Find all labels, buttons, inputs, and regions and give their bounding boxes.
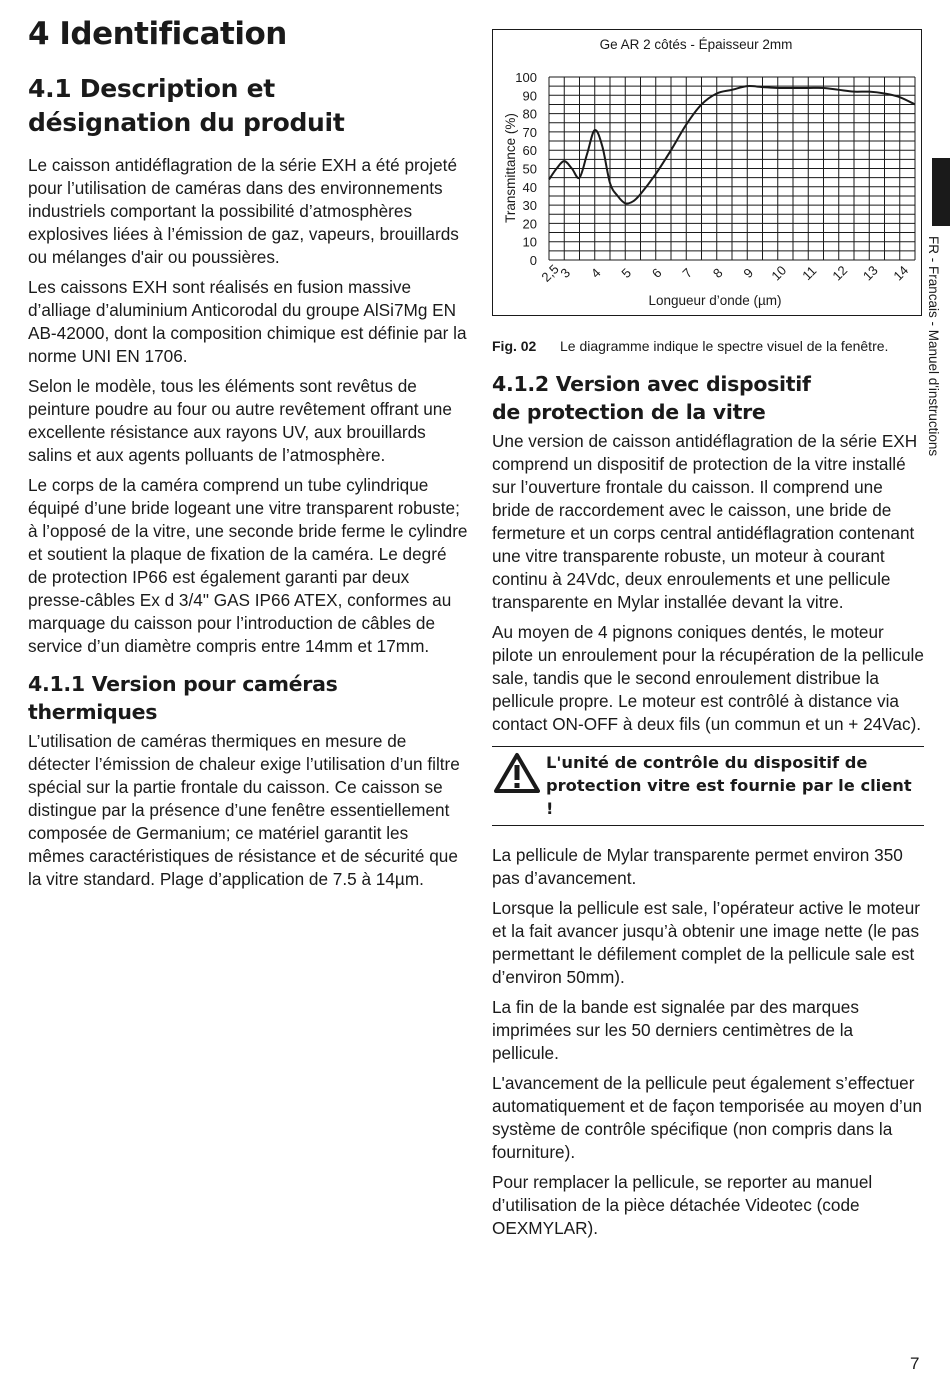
left-column bbox=[28, 14, 468, 898]
right-paragraph: Au moyen de 4 pignons coniques dentés, le moteur pilote un enroulement pour la récupération de la pellicule sale, tandis que le second enroulement distribue la pellicule propre. Le moteur est contrôlé à distance via contact ON-OFF à deux fils (un commun et un + 24Vac). bbox=[492, 622, 924, 734]
chart-x-tick-label: 7 bbox=[679, 265, 696, 281]
right-paragraph: Lorsque la pellicule est sale, l’opérateur active le moteur et la fait avancer jusqu’à obtenir une image nette (le pas permettant le défilement complet de la pellicule sale est d’environ 50mm). bbox=[492, 898, 921, 987]
right-paragraph: La pellicule de Mylar transparente permet environ 350 pas d’avancement. bbox=[492, 845, 903, 888]
chart-x-tick-label: 9 bbox=[740, 265, 757, 281]
chart-y-tick-label: 0 bbox=[529, 253, 537, 268]
chart-y-tick-label: 10 bbox=[522, 234, 537, 250]
chart-svg bbox=[493, 30, 923, 317]
subsection-412-title bbox=[492, 370, 924, 426]
section-title-line1: 4.1 Description et bbox=[28, 74, 275, 103]
subsection-412-title-line1: 4.1.2 Version avec dispositif bbox=[492, 372, 811, 396]
subsection-411-paragraph: L’utilisation de caméras thermiques en mesure de détecter l’émission de chaleur exige l’utilisation d’un filtre spécial sur la partie frontale du caisson. Ce caisson se distingue par la présence d’une fenêtre essentiellement composée de Germanium; ce matériel garantit les mêmes caractéristiques de résistance et de sécurité que la vitre standard. Plage d’application de 7.5 à 14µm. bbox=[28, 731, 460, 889]
chart-x-axis-label: Longueur d’onde (µm) bbox=[648, 293, 782, 308]
chart-y-tick-label: 60 bbox=[522, 143, 537, 159]
right-paragraph: La fin de la bande est signalée par des marques imprimées sur les 50 derniers centimètres de la pellicule. bbox=[492, 997, 859, 1063]
subsection-411-title: 4.1.1 Version pour caméras thermiques bbox=[28, 672, 338, 724]
section-title bbox=[28, 72, 468, 140]
subsection-412-title-line2: de protection de la vitre bbox=[492, 400, 766, 424]
chart-title: Ge AR 2 côtés - Épaisseur 2mm bbox=[599, 37, 793, 52]
left-paragraph: Les caissons EXH sont réalisés en fusion massive d’alliage d’aluminium Anticorodal du groupe AlSi7Mg EN AB-42000, dont la composition chimique est définie par la norme UNI EN 1706. bbox=[28, 277, 467, 366]
chart-y-tick-label: 100 bbox=[515, 70, 537, 85]
chart-y-axis-label: Transmittance (%) bbox=[503, 113, 518, 223]
chart-x-tick-label: 11 bbox=[799, 262, 820, 284]
chapter-title: 4 Identification bbox=[28, 16, 287, 52]
chart-x-tick-label: 8 bbox=[709, 265, 726, 281]
page-number: 7 bbox=[910, 1354, 920, 1373]
chart-x-tick-label: 6 bbox=[648, 265, 665, 281]
warning-text: L'unité de contrôle du dispositif de protection vitre est fournie par le client ! bbox=[546, 753, 912, 818]
side-label: FR - Francais - Manuel d'instructions bbox=[926, 236, 941, 457]
figure-caption-text: Le diagramme indique le spectre visuel de la fenêtre. bbox=[560, 338, 889, 354]
section-title-line2: désignation du produit bbox=[28, 108, 345, 137]
chart-y-tick-label: 90 bbox=[522, 88, 537, 104]
chart-y-tick-label: 40 bbox=[522, 179, 537, 195]
chart-y-tick-label: 80 bbox=[522, 106, 537, 122]
chart-x-tick-label: 4 bbox=[587, 265, 604, 281]
chart-x-tick-label: 2,5 bbox=[538, 261, 562, 285]
figure-caption bbox=[492, 337, 888, 355]
chart-x-tick-label: 13 bbox=[859, 262, 881, 284]
right-paragraph: L'avancement de la pellicule peut également s’effectuer automatiquement et de façon temporisée au moyen d’un système de contrôle spécifique (non compris dans la fourniture). bbox=[492, 1073, 922, 1162]
right-column bbox=[492, 370, 924, 1247]
transmittance-chart bbox=[492, 29, 922, 316]
chart-x-tick-label: 3 bbox=[557, 265, 574, 281]
chart-y-tick-label: 70 bbox=[522, 124, 537, 140]
warning-triangle-icon bbox=[494, 752, 540, 794]
chart-y-tick-label: 30 bbox=[522, 198, 537, 214]
left-paragraph: Selon le modèle, tous les éléments sont revêtus de peinture poudre au four ou autre revêtement offrant une excellente résistance aux rayons UV, aux brouillards salins et aux agents polluants de l’atmosphère. bbox=[28, 376, 452, 465]
warning-box bbox=[492, 746, 924, 826]
language-tab-marker bbox=[932, 158, 950, 226]
right-paragraph: Pour remplacer la pellicule, se reporter au manuel d’utilisation de la pièce détachée Videotec (code OEXMYLAR). bbox=[492, 1172, 873, 1238]
left-paragraph: Le corps de la caméra comprend un tube cylindrique équipé d’une bride logeant une vitre transparent robuste; à l’opposé de la vitre, une seconde bride ferme le cylindre et soutient la plaque de fixation de la caméra. Le degré de protection IP66 est également garanti par deux presse-câbles Ex d 3/4" GAS IP66 ATEX, conformes au marquage du caisson pour l’introduction de câbles de service d’un diamètre compris entre 14mm et 17mm. bbox=[28, 475, 468, 656]
chart-y-tick-label: 50 bbox=[522, 161, 537, 177]
chart-x-tick-label: 12 bbox=[829, 262, 851, 284]
chart-y-tick-label: 20 bbox=[522, 216, 537, 232]
right-paragraph: Une version de caisson antidéflagration de la série EXH comprend un dispositif de protection de la vitre installé sur l’ouverture frontale du caisson. Il comprend une bride de raccordement avec le caisson, une bride de fermeture et un corps central antidéflagration contenant une vitre transparente robuste, un moteur à courant continu à 24Vdc, deux enroulements et une pellicule transparente en Mylar installée devant la vitre. bbox=[492, 431, 918, 612]
figure-caption-label: Fig. 02 bbox=[492, 338, 537, 354]
chart-x-tick-label: 5 bbox=[618, 265, 635, 281]
chart-x-tick-label: 10 bbox=[768, 262, 790, 284]
left-paragraph: Le caisson antidéflagration de la série EXH a été projeté pour l’utilisation de caméras dans des environnements industriels comportant la possibilité d’atmosphères explosives liées à l’émission de gaz, vapeurs, brouillards ou mélanges d'air ou poussières. bbox=[28, 155, 459, 267]
chart-x-tick-label: 14 bbox=[890, 262, 912, 284]
